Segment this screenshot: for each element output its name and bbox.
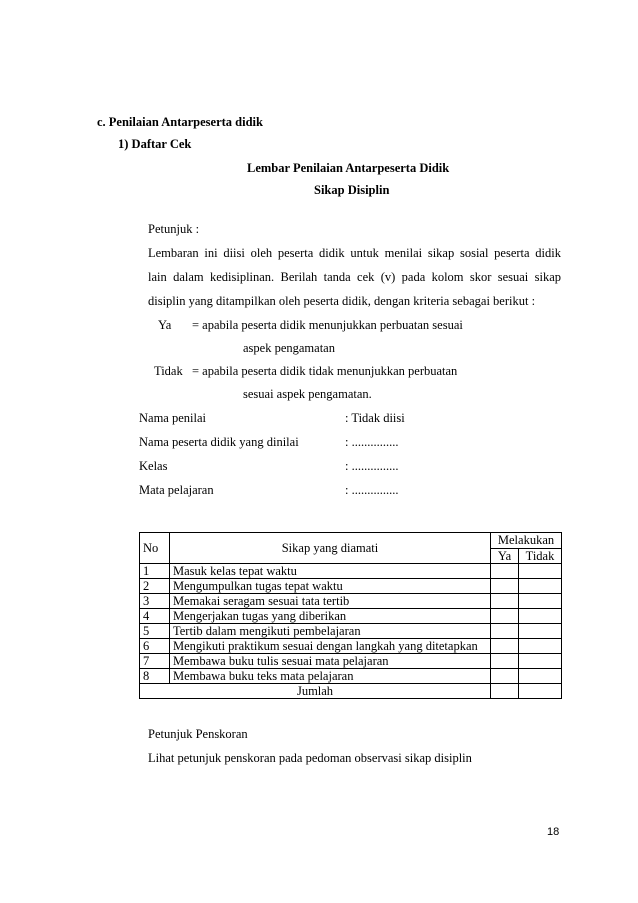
field-value-kelas: : ...............: [345, 459, 399, 473]
cell-ya[interactable]: [491, 594, 519, 609]
row-sikap: Membawa buku tulis sesuai mata pelajaran: [169, 654, 490, 669]
cell-ya[interactable]: [491, 624, 519, 639]
table-row: [140, 609, 562, 624]
row-sikap: Membawa buku teks mata pelajaran: [169, 669, 490, 684]
criteria-desc-ya-1: = apabila peserta didik menunjukkan perbuatan sesuai: [192, 318, 463, 332]
field-label-mata-pelajaran: Mata pelajaran: [139, 483, 214, 497]
instructions-line-2: lain dalam kedisiplinan. Berilah tanda cek (v) pada kolom skor sesuai sikap: [148, 270, 561, 284]
scoring-title: Petunjuk Penskoran: [148, 727, 248, 741]
instructions-line-3: disiplin yang ditampilkan oleh peserta didik, dengan kriteria sebagai berikut :: [148, 294, 536, 308]
cell-tidak[interactable]: [518, 609, 561, 624]
row-no: 2: [140, 579, 170, 594]
row-no: 8: [140, 669, 170, 684]
table-row: [140, 669, 562, 684]
cell-ya[interactable]: [491, 654, 519, 669]
row-sikap: Masuk kelas tepat waktu: [169, 564, 490, 579]
table-row: [140, 579, 562, 594]
criteria-desc-tidak-2: sesuai aspek pengamatan.: [243, 387, 372, 401]
table-row: [140, 639, 562, 654]
table-row: [140, 624, 562, 639]
cell-tidak[interactable]: [518, 654, 561, 669]
criteria-desc-tidak-1: = apabila peserta didik tidak menunjukkan perbuatan: [192, 364, 458, 378]
section-title: c. Penilaian Antarpeserta didik: [97, 115, 263, 129]
header-tidak: Tidak: [518, 548, 561, 564]
total-label: Jumlah: [140, 684, 491, 699]
cell-tidak[interactable]: [518, 579, 561, 594]
criteria-term-tidak: Tidak: [154, 364, 183, 378]
cell-tidak[interactable]: [518, 639, 561, 654]
instructions-line-1: Lembaran ini diisi oleh peserta didik untuk menilai sikap sosial peserta didik: [148, 246, 561, 260]
cell-tidak[interactable]: [518, 594, 561, 609]
row-no: 6: [140, 639, 170, 654]
cell-ya[interactable]: [491, 579, 519, 594]
cell-tidak[interactable]: [518, 624, 561, 639]
criteria-term-ya: Ya: [158, 318, 172, 332]
table-row: [140, 594, 562, 609]
sheet-subtitle: Sikap Disiplin: [314, 183, 390, 197]
cell-ya[interactable]: [491, 564, 519, 579]
row-no: 7: [140, 654, 170, 669]
cell-ya[interactable]: [491, 639, 519, 654]
table-total-row: [140, 684, 562, 699]
row-sikap: Mengikuti praktikum sesuai dengan langkah yang ditetapkan: [169, 639, 490, 654]
field-value-nama-penilai: : Tidak diisi: [345, 411, 405, 425]
sheet-title: Lembar Penilaian Antarpeserta Didik: [247, 161, 450, 175]
row-no: 5: [140, 624, 170, 639]
row-sikap: Memakai seragam sesuai tata tertib: [169, 594, 490, 609]
total-ya[interactable]: [491, 684, 519, 699]
header-no: No: [140, 533, 170, 564]
field-label-nama-peserta: Nama peserta didik yang dinilai: [139, 435, 299, 449]
total-tidak[interactable]: [518, 684, 561, 699]
row-no: 1: [140, 564, 170, 579]
page-number: 18: [547, 826, 560, 838]
header-ya: Ya: [491, 548, 519, 564]
cell-ya[interactable]: [491, 609, 519, 624]
row-sikap: Mengerjakan tugas yang diberikan: [169, 609, 490, 624]
table-row: [140, 654, 562, 669]
header-melakukan: Melakukan: [491, 533, 562, 549]
row-sikap: Tertib dalam mengikuti pembelajaran: [169, 624, 490, 639]
field-value-nama-peserta: : ...............: [345, 435, 399, 449]
scoring-text: Lihat petunjuk penskoran pada pedoman observasi sikap disiplin: [148, 751, 472, 765]
table-header-row: [140, 533, 562, 549]
row-no: 4: [140, 609, 170, 624]
subsection-title: 1) Daftar Cek: [118, 137, 192, 151]
field-label-nama-penilai: Nama penilai: [139, 411, 206, 425]
cell-tidak[interactable]: [518, 669, 561, 684]
cell-ya[interactable]: [491, 669, 519, 684]
checklist-table: [139, 532, 562, 699]
cell-tidak[interactable]: [518, 564, 561, 579]
row-no: 3: [140, 594, 170, 609]
criteria-desc-ya-2: aspek pengamatan: [243, 341, 335, 355]
header-sikap: Sikap yang diamati: [169, 533, 490, 564]
table-row: [140, 564, 562, 579]
row-sikap: Mengumpulkan tugas tepat waktu: [169, 579, 490, 594]
field-label-kelas: Kelas: [139, 459, 168, 473]
instructions-label: Petunjuk :: [148, 222, 200, 236]
field-value-mata-pelajaran: : ...............: [345, 483, 399, 497]
